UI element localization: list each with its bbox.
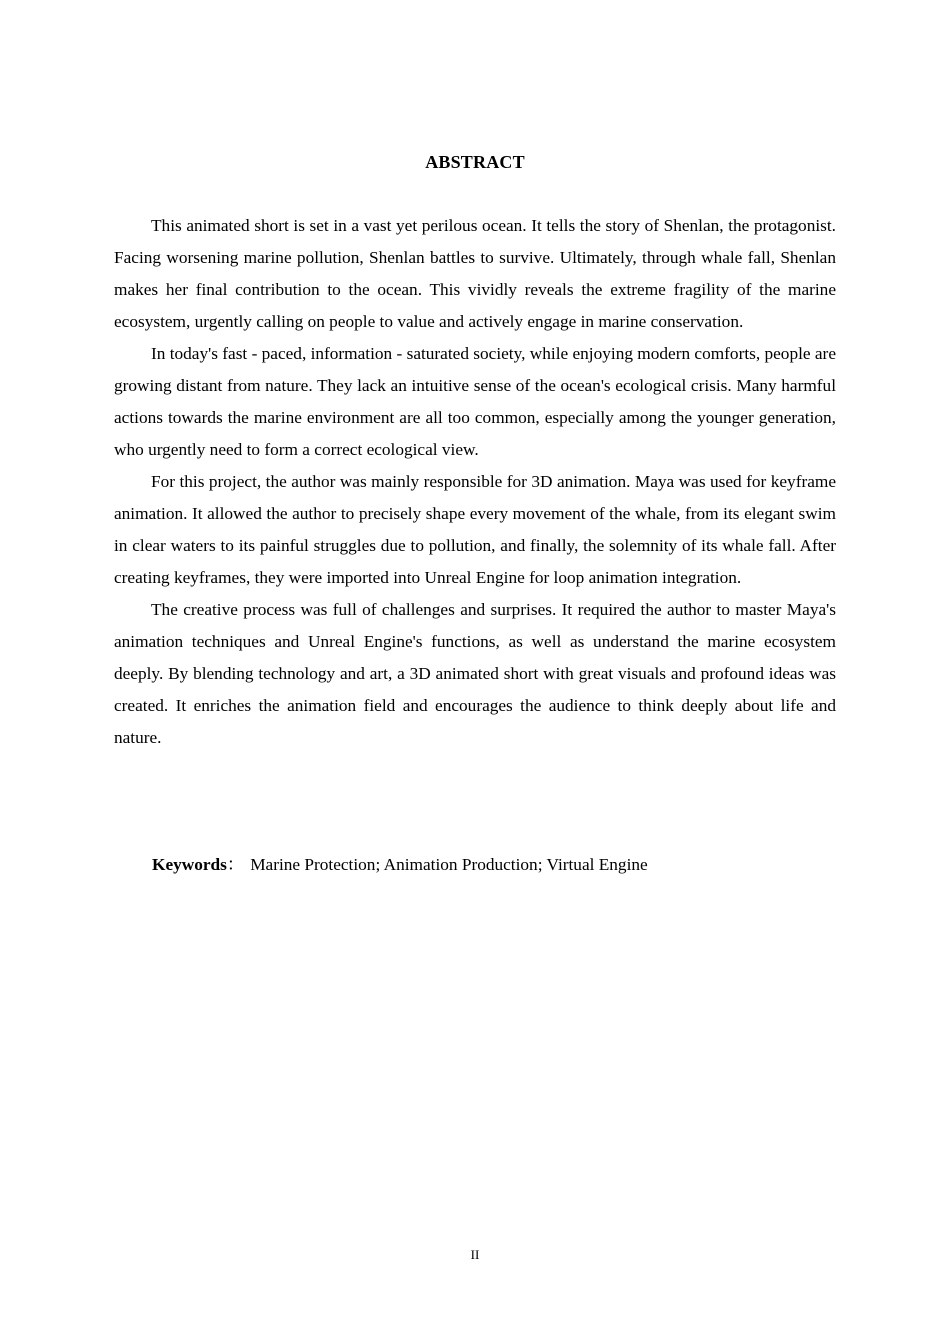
abstract-paragraph-4: The creative process was full of challenges and surprises. It required the author to master Maya's animation techniques and Unreal Engine's functions, as well as understand the marine ecosystem deeply. By blending technology and art, a 3D animated short with great visuals and profound ideas was created. It enriches the animation field and encourages the audience to think deeply about life and nature. [114, 600, 836, 747]
abstract-paragraph-3: For this project, the author was mainly responsible for 3D animation. Maya was used for keyframe animation. It allowed the author to precisely shape every movement of the whale, from its elegant swim in clear waters to its painful struggles due to pollution, and finally, the solemnity of its whale fall. After creating keyframes, they were imported into Unreal Engine for loop animation integration. [114, 472, 836, 587]
abstract-paragraph-2: In today's fast - paced, information - saturated society, while enjoying modern comforts, people are growing distant from nature. They lack an intuitive sense of the ocean's ecological crisis. Many harmful actions towards the marine environment are all too common, especially among the younger generation, who urgently need to form a correct ecological view. [114, 344, 836, 459]
keywords-label: Keywords [152, 855, 227, 874]
keywords-value: Marine Protection; Animation Production; Virtual Engine [250, 855, 648, 874]
keywords-separator: ： [226, 855, 245, 874]
abstract-title: ABSTRACT [425, 152, 525, 172]
keywords-line [152, 849, 852, 881]
page-number: II [470, 1247, 480, 1262]
abstract-paragraph-1: This animated short is set in a vast yet perilous ocean. It tells the story of Shenlan, the protagonist. Facing worsening marine pollution, Shenlan battles to survive. Ultimately, through whale fall, Shenlan makes her final contribution to the ocean. This vividly reveals the extreme fragility of the marine ecosystem, urgently calling on people to value and actively engage in marine conservation. [114, 216, 836, 331]
abstract-body [114, 210, 836, 754]
